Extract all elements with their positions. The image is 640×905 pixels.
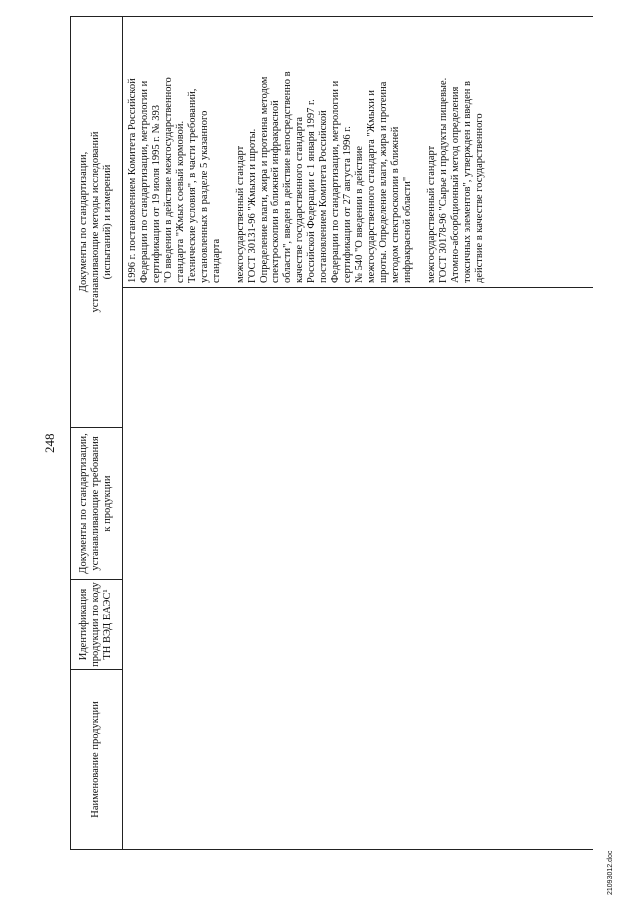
document-filename: 21093012.doc: [607, 850, 614, 895]
table-border-left: [70, 849, 593, 850]
page-number: 248: [42, 433, 57, 453]
methods-block-gost-30131: межгосударственный стандарт ГОСТ 30131-96 "Жмыхи и шроты. Определение влаги, жира и протеина методом спектроскопии в ближней инфракрасной области", введен в действие непосредственно в качестве государственного стандарта Российской Федерации с 1 января 1997 г. постановлением Комитета Российской Федерации по стандартизации, метрологии и сертификации от 27 августа 1996 г. № 540 "О введении в действие межгосударственного стандарта "Жмыхи и шроты. Определение влаги, жира и протеина методом спектроскопии в ближней инфракрасной области": [234, 71, 413, 283]
header-methods-docs: Документы по стандартизации, устанавливающие методы исследований (испытаний) и измерений: [78, 131, 113, 313]
methods-block-gost-30178: межгосударственный стандарт ГОСТ 30178-96 "Сырье и продукты пищевые. Атомно-абсорбционный метод определения токсичных элементов", утвержден и введен в действие в качестве государственного: [425, 77, 485, 283]
table-border-top: [70, 17, 71, 850]
header-requirements-docs: Документы по стандартизации, устанавливающие требования к продукции: [78, 433, 113, 574]
methods-block-gost-soy-cake: 1996 г. постановлением Комитета Российской Федерации по стандартизации, метрологии и сертификации от 19 июля 1995 г. № 393 "О введении в действие межгосударственного стандарта "Жмых соевый кормовой. Технические условия", в части требований, установленных в разделе 5 указанного стандарта: [127, 77, 222, 283]
header-product-name: Наименование продукции: [90, 701, 101, 818]
header-bottom-rule: [122, 17, 123, 850]
methods-column-content: [127, 21, 498, 283]
table-border-right: [70, 16, 593, 17]
column-divider-3-lower: [122, 287, 593, 288]
header-identification: Идентификация продукции по коду ТН ВЭД ЕАЭС¹: [78, 582, 113, 667]
